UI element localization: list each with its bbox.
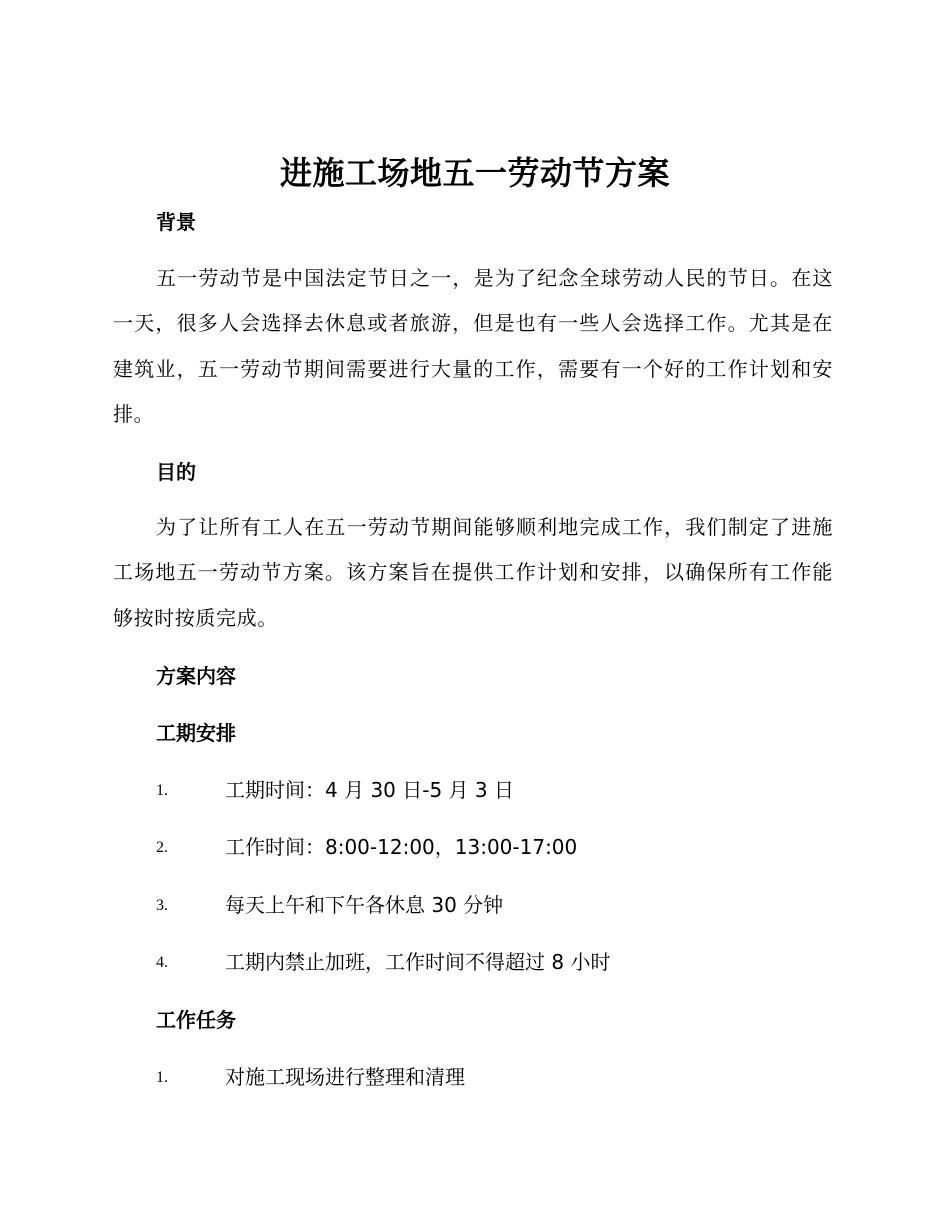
paragraph-purpose: 为了让所有工人在五一劳动节期间能够顺利地完成工作，我们制定了进施工场地五一劳动节方案。该方案旨在提供工作计划和安排，以确保所有工作能够按时按质完成。 bbox=[113, 515, 833, 630]
heading-schedule: 工期安排 bbox=[156, 721, 236, 745]
list-text: 对施工现场进行整理和清理 bbox=[225, 1065, 465, 1089]
list-item bbox=[156, 775, 836, 805]
list-item bbox=[156, 832, 836, 862]
list-number: 4. bbox=[156, 954, 168, 971]
list-number: 3. bbox=[156, 897, 168, 914]
list-number: 1. bbox=[156, 782, 168, 799]
heading-background: 背景 bbox=[156, 210, 196, 234]
list-text: 每天上午和下午各休息 30 分钟 bbox=[225, 893, 504, 917]
list-item bbox=[156, 947, 836, 977]
page-title: 进施工场地五一劳动节方案 bbox=[279, 154, 670, 192]
heading-plan-content: 方案内容 bbox=[156, 664, 236, 688]
list-text: 工期时间：4 月 30 日-5 月 3 日 bbox=[225, 778, 514, 802]
list-number: 1. bbox=[156, 1069, 168, 1086]
heading-purpose: 目的 bbox=[156, 460, 196, 484]
list-item bbox=[156, 1062, 836, 1092]
paragraph-background: 五一劳动节是中国法定节日之一，是为了纪念全球劳动人民的节日。在这一天，很多人会选择去休息或者旅游，但是也有一些人会选择工作。尤其是在建筑业，五一劳动节期间需要进行大量的工作，需要有一个好的工作计划和安排。 bbox=[113, 266, 833, 426]
list-text: 工作时间：8:00-12:00，13:00-17:00 bbox=[225, 835, 578, 859]
list-item bbox=[156, 890, 836, 920]
list-number: 2. bbox=[156, 839, 168, 856]
heading-tasks: 工作任务 bbox=[156, 1008, 236, 1032]
list-text: 工期内禁止加班，工作时间不得超过 8 小时 bbox=[225, 950, 611, 974]
